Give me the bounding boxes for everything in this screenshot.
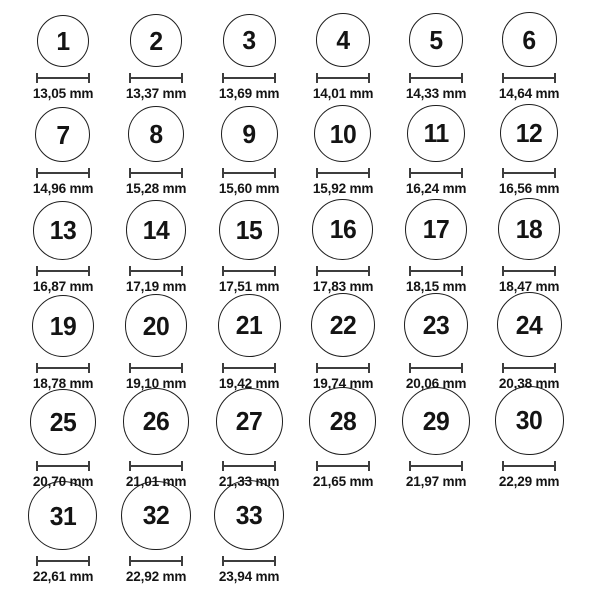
measure-bar — [316, 77, 370, 79]
ring-circle — [221, 106, 278, 163]
measure-tick-right-icon — [181, 461, 183, 471]
measure-bar — [36, 560, 90, 562]
ring-size-cell — [389, 13, 482, 104]
ring-size-number: 20 — [142, 310, 170, 341]
ring-size-cell — [296, 387, 389, 491]
measure-bar — [316, 465, 370, 467]
ring-size-cell — [109, 106, 202, 199]
ring-circle — [405, 199, 466, 260]
ring-size-number: 11 — [423, 118, 449, 149]
diameter-label: 17,51 mm — [219, 277, 280, 294]
diameter-measure-line — [502, 363, 556, 373]
measure-bar — [222, 465, 276, 467]
measure-bar — [129, 270, 183, 272]
ring-size-number: 8 — [149, 119, 163, 150]
measure-bar — [36, 367, 90, 369]
measure-tick-right-icon — [554, 363, 556, 373]
ring-size-cell — [389, 293, 482, 395]
diameter-label: 19,10 mm — [125, 375, 187, 392]
ring-circle — [311, 293, 375, 357]
ring-size-number: 30 — [516, 405, 543, 436]
ring-size-cell — [483, 12, 576, 104]
diameter-measure-line — [129, 556, 183, 566]
ring-circle — [28, 481, 97, 550]
measure-bar — [409, 77, 463, 79]
ring-circle — [121, 481, 191, 551]
measure-tick-right-icon — [181, 556, 183, 566]
ring-circle — [223, 14, 276, 67]
ring-circle — [500, 104, 558, 162]
measure-tick-right-icon — [274, 266, 276, 276]
ring-circle — [128, 106, 184, 162]
measure-bar — [409, 270, 463, 272]
ring-circle — [407, 105, 465, 163]
diameter-measure-line — [316, 168, 370, 178]
diameter-label: 15,92 mm — [312, 180, 373, 197]
ring-size-cell — [16, 201, 109, 297]
ring-size-cell — [389, 387, 482, 492]
ring-circle — [130, 14, 183, 67]
diameter-label: 16,87 mm — [32, 277, 93, 294]
ring-size-number: 21 — [236, 310, 263, 341]
ring-circle — [125, 294, 188, 357]
diameter-measure-line — [129, 168, 183, 178]
measure-bar — [502, 367, 556, 369]
ring-size-cell — [16, 389, 109, 492]
diameter-measure-line — [36, 363, 90, 373]
diameter-label: 21,65 mm — [312, 472, 373, 489]
diameter-label: 15,60 mm — [219, 180, 280, 197]
diameter-measure-line — [222, 556, 276, 566]
ring-circle — [37, 15, 89, 67]
ring-size-number: 1 — [56, 26, 70, 56]
ring-size-number: 33 — [236, 500, 263, 531]
diameter-label: 23,94 mm — [219, 568, 280, 585]
ring-size-number: 4 — [336, 25, 350, 56]
ring-size-number: 29 — [422, 405, 450, 436]
ring-size-number: 25 — [49, 406, 76, 437]
ring-size-cell — [109, 14, 202, 104]
diameter-label: 13,37 mm — [125, 85, 187, 101]
ring-circle — [314, 105, 371, 162]
ring-circle — [219, 200, 279, 260]
diameter-measure-line — [409, 363, 463, 373]
measure-tick-right-icon — [554, 461, 556, 471]
measure-bar — [222, 270, 276, 272]
ring-circle — [123, 388, 189, 454]
measure-tick-right-icon — [181, 168, 183, 178]
ring-size-number: 19 — [49, 310, 76, 341]
diameter-label: 16,24 mm — [405, 180, 467, 197]
ring-size-number: 9 — [242, 118, 256, 149]
ring-size-number: 17 — [422, 214, 450, 245]
measure-tick-right-icon — [461, 73, 463, 83]
ring-size-cell — [296, 13, 389, 104]
diameter-measure-line — [36, 461, 90, 471]
diameter-label: 15,28 mm — [125, 180, 187, 197]
diameter-measure-line — [129, 266, 183, 276]
ring-size-number: 3 — [242, 25, 256, 56]
diameter-label: 20,38 mm — [499, 375, 560, 392]
ring-size-number: 14 — [142, 214, 170, 245]
measure-bar — [222, 77, 276, 79]
measure-bar — [316, 367, 370, 369]
diameter-label: 17,19 mm — [125, 277, 187, 294]
ring-size-cell — [109, 481, 202, 588]
ring-size-number: 22 — [329, 310, 356, 341]
ring-size-number: 15 — [236, 214, 263, 245]
diameter-measure-line — [502, 266, 556, 276]
measure-tick-right-icon — [461, 168, 463, 178]
diameter-measure-line — [36, 556, 90, 566]
measure-bar — [502, 77, 556, 79]
diameter-label: 21,97 mm — [405, 472, 467, 489]
ring-circle — [33, 201, 92, 260]
ring-circle — [218, 294, 281, 357]
diameter-label: 22,61 mm — [32, 568, 93, 585]
diameter-label: 21,01 mm — [125, 472, 187, 489]
ring-size-number: 6 — [522, 24, 536, 55]
diameter-measure-line — [409, 266, 463, 276]
ring-size-cell — [203, 14, 296, 104]
diameter-measure-line — [222, 266, 276, 276]
ring-size-cell — [203, 106, 296, 200]
diameter-label: 19,74 mm — [312, 375, 373, 392]
measure-bar — [36, 77, 90, 79]
ring-size-cell — [16, 107, 109, 199]
diameter-label: 14,64 mm — [499, 85, 560, 101]
measure-bar — [502, 465, 556, 467]
ring-circle — [126, 200, 185, 259]
diameter-label: 14,01 mm — [312, 85, 373, 101]
ring-circle — [497, 292, 562, 357]
measure-tick-right-icon — [88, 556, 90, 566]
ring-size-cell — [203, 200, 296, 297]
measure-bar — [222, 172, 276, 174]
ring-circle — [495, 386, 564, 455]
measure-tick-right-icon — [181, 73, 183, 83]
measure-tick-right-icon — [274, 461, 276, 471]
diameter-label: 20,06 mm — [405, 375, 467, 392]
measure-tick-right-icon — [554, 266, 556, 276]
ring-size-cell — [483, 198, 576, 297]
measure-tick-right-icon — [461, 363, 463, 373]
ring-size-number: 32 — [142, 500, 170, 531]
measure-tick-right-icon — [88, 168, 90, 178]
ring-size-cell — [16, 15, 109, 104]
ring-size-number: 28 — [329, 405, 356, 436]
diameter-label: 21,33 mm — [219, 472, 280, 489]
ring-size-cell — [203, 480, 296, 587]
measure-tick-right-icon — [368, 461, 370, 471]
measure-bar — [129, 172, 183, 174]
diameter-label: 18,78 mm — [32, 375, 93, 392]
ring-size-cell — [16, 295, 109, 394]
ring-size-cell — [296, 293, 389, 394]
ring-size-cell — [203, 294, 296, 394]
measure-tick-right-icon — [368, 168, 370, 178]
measure-tick-right-icon — [461, 461, 463, 471]
diameter-label: 18,15 mm — [405, 277, 467, 294]
ring-size-number: 31 — [49, 500, 76, 531]
ring-circle — [309, 387, 376, 454]
measure-tick-right-icon — [554, 73, 556, 83]
ring-size-number: 2 — [149, 25, 163, 56]
diameter-measure-line — [409, 168, 463, 178]
ring-size-row — [16, 198, 576, 292]
measure-tick-right-icon — [368, 266, 370, 276]
diameter-measure-line — [502, 461, 556, 471]
ring-size-cell — [483, 386, 576, 492]
diameter-measure-line — [222, 168, 276, 178]
ring-size-row — [16, 480, 576, 586]
ring-size-number: 23 — [422, 309, 450, 340]
diameter-measure-line — [409, 461, 463, 471]
diameter-measure-line — [36, 168, 90, 178]
ring-size-number: 27 — [236, 406, 263, 437]
ring-size-cell — [296, 199, 389, 297]
ring-size-number: 10 — [329, 118, 356, 149]
ring-size-number: 13 — [49, 215, 76, 246]
ring-size-cell — [483, 292, 576, 394]
ring-size-cell — [389, 105, 482, 200]
diameter-measure-line — [316, 73, 370, 83]
measure-tick-right-icon — [88, 73, 90, 83]
ring-size-cell — [109, 200, 202, 296]
diameter-measure-line — [316, 363, 370, 373]
ring-size-number: 5 — [429, 24, 443, 55]
measure-bar — [409, 172, 463, 174]
ring-circle — [404, 293, 469, 358]
measure-tick-right-icon — [181, 266, 183, 276]
ring-size-cell — [16, 481, 109, 587]
ring-size-cell — [296, 105, 389, 199]
measure-tick-right-icon — [274, 363, 276, 373]
ring-circle — [409, 13, 463, 67]
diameter-measure-line — [129, 73, 183, 83]
measure-tick-right-icon — [554, 168, 556, 178]
measure-bar — [129, 77, 183, 79]
diameter-measure-line — [316, 266, 370, 276]
measure-tick-right-icon — [88, 363, 90, 373]
diameter-measure-line — [36, 266, 90, 276]
diameter-measure-line — [36, 73, 90, 83]
ring-circle — [402, 387, 470, 455]
measure-tick-right-icon — [88, 461, 90, 471]
ring-size-cell — [203, 388, 296, 492]
measure-bar — [36, 465, 90, 467]
diameter-measure-line — [316, 461, 370, 471]
diameter-measure-line — [222, 461, 276, 471]
ring-circle — [502, 12, 557, 67]
ring-size-number: 16 — [329, 214, 356, 245]
ring-size-number: 24 — [516, 309, 543, 340]
ring-size-cell — [483, 104, 576, 199]
ring-circle — [216, 388, 283, 455]
diameter-label: 16,56 mm — [499, 180, 560, 197]
ring-size-cell — [109, 388, 202, 491]
ring-circle — [35, 107, 90, 162]
measure-bar — [316, 270, 370, 272]
measure-bar — [222, 560, 276, 562]
diameter-label: 22,29 mm — [499, 472, 560, 489]
diameter-measure-line — [502, 168, 556, 178]
measure-bar — [129, 465, 183, 467]
diameter-label: 18,47 mm — [499, 277, 560, 294]
measure-tick-right-icon — [88, 266, 90, 276]
diameter-label: 19,42 mm — [219, 375, 280, 392]
diameter-measure-line — [129, 363, 183, 373]
ring-size-row — [16, 386, 576, 489]
ring-size-row — [16, 10, 576, 104]
diameter-label: 20,70 mm — [32, 472, 93, 489]
measure-tick-right-icon — [368, 73, 370, 83]
ring-size-number: 26 — [142, 406, 170, 437]
measure-bar — [502, 172, 556, 174]
diameter-label: 14,33 mm — [405, 85, 467, 101]
diameter-measure-line — [502, 73, 556, 83]
ring-size-number: 12 — [516, 118, 543, 149]
measure-bar — [129, 560, 183, 562]
diameter-measure-line — [222, 363, 276, 373]
measure-bar — [222, 367, 276, 369]
ring-circle — [32, 295, 94, 357]
measure-tick-right-icon — [274, 168, 276, 178]
diameter-label: 22,92 mm — [125, 568, 187, 585]
measure-bar — [129, 367, 183, 369]
measure-bar — [36, 172, 90, 174]
diameter-measure-line — [222, 73, 276, 83]
measure-tick-right-icon — [368, 363, 370, 373]
measure-bar — [409, 367, 463, 369]
diameter-measure-line — [129, 461, 183, 471]
ring-circle — [316, 13, 370, 67]
diameter-label: 13,05 mm — [32, 85, 93, 101]
ring-circle — [498, 198, 560, 260]
ring-circle — [214, 480, 284, 550]
ring-circle — [312, 199, 373, 260]
ring-size-number: 7 — [56, 119, 70, 150]
measure-tick-right-icon — [274, 73, 276, 83]
ring-size-row — [16, 104, 576, 198]
measure-bar — [316, 172, 370, 174]
diameter-label: 14,96 mm — [32, 180, 93, 197]
measure-bar — [36, 270, 90, 272]
measure-tick-right-icon — [461, 266, 463, 276]
diameter-label: 13,69 mm — [219, 85, 280, 101]
ring-size-row — [16, 292, 576, 392]
measure-tick-right-icon — [181, 363, 183, 373]
measure-bar — [502, 270, 556, 272]
ring-size-number: 18 — [516, 213, 543, 244]
ring-size-cell — [389, 199, 482, 297]
ring-size-cell — [109, 294, 202, 394]
diameter-label: 17,83 mm — [312, 277, 373, 294]
ring-circle — [30, 389, 96, 455]
measure-tick-right-icon — [274, 556, 276, 566]
diameter-measure-line — [409, 73, 463, 83]
measure-bar — [409, 465, 463, 467]
